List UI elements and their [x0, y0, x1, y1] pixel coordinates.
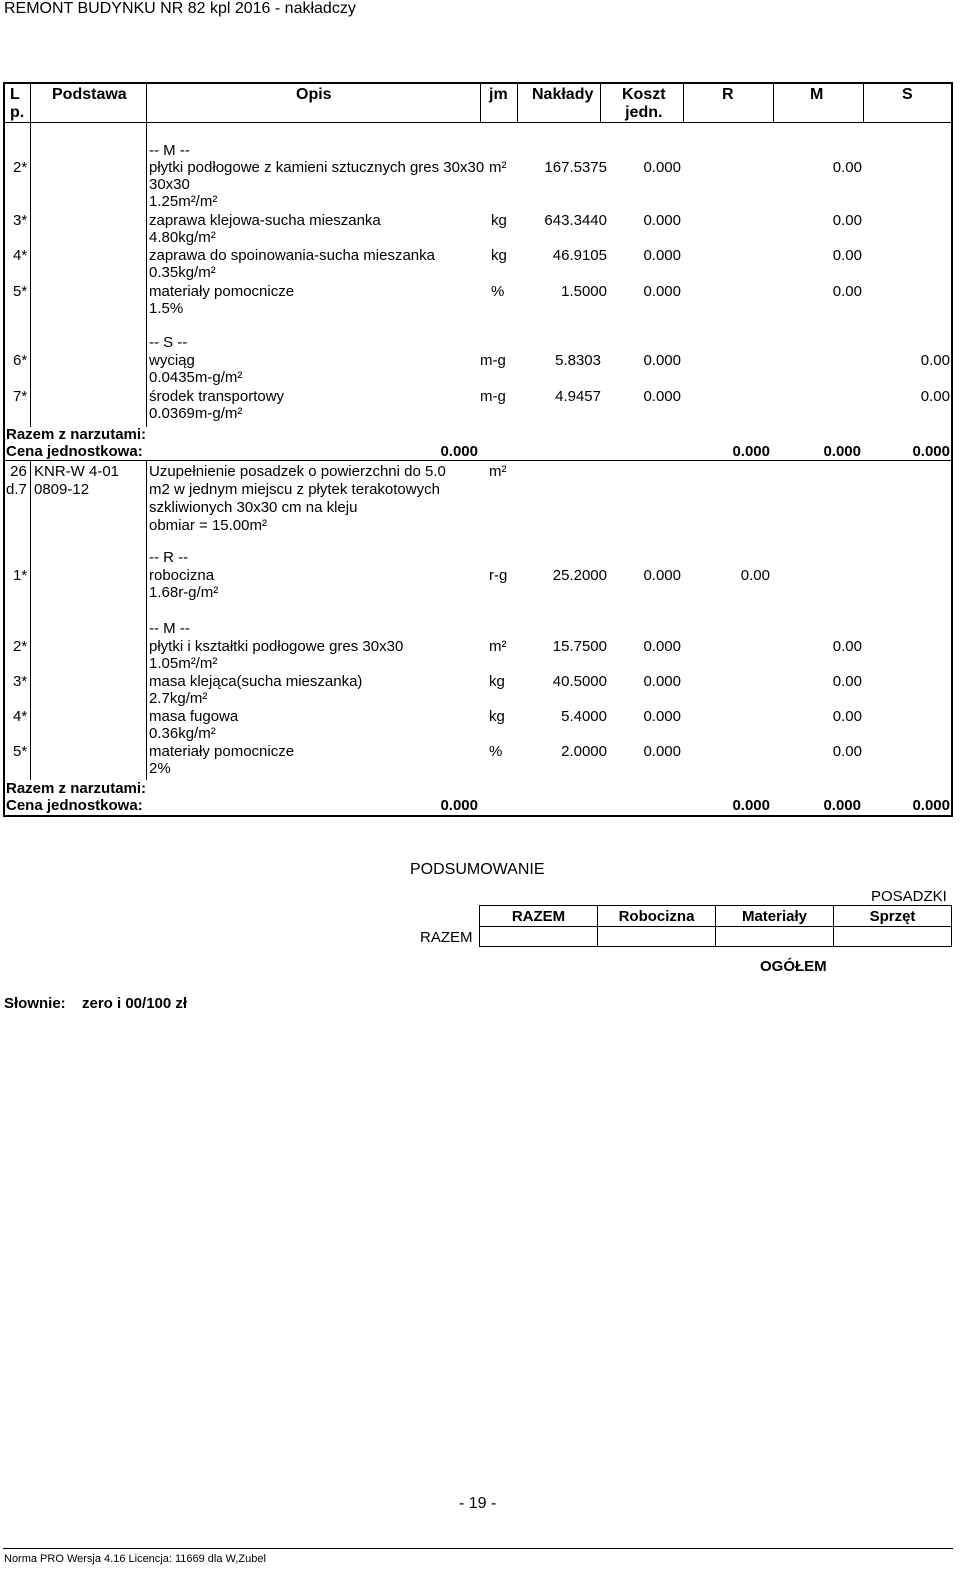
table-right-border [951, 82, 953, 817]
row-koszt: 0.000 [643, 283, 681, 300]
position-description-line: obmiar = 15.00m² [149, 517, 267, 534]
row-description-cont: 30x30 [149, 176, 190, 193]
row-naklady: 15.7500 [552, 638, 607, 655]
row-naklady: 2.0000 [561, 743, 607, 760]
row-jm: kg [491, 212, 507, 229]
row-norm: 1.68r-g/m² [149, 584, 219, 601]
row-koszt: 0.000 [643, 388, 681, 405]
cena-jednostkowa: Cena jednostkowa: [6, 443, 143, 460]
row-koszt: 0.000 [643, 673, 681, 690]
summary-title: PODSUMOWANIE [410, 861, 545, 878]
header-podstawa: Podstawa [52, 86, 127, 103]
col-divider [146, 122, 147, 427]
page-title: REMONT BUDYNKU NR 82 kpl 2016 - nakładczy [4, 0, 356, 17]
row-koszt: 0.000 [643, 352, 681, 369]
row-norm: 4.80kg/m² [149, 229, 216, 246]
summary-row-label: RAZEM [420, 929, 473, 946]
position-description-line: szkliwionych 30x30 cm na kleju [149, 499, 358, 516]
row-koszt: 0.000 [643, 708, 681, 725]
cena-m: 0.000 [823, 797, 861, 814]
row-description: materiały pomocnicze [149, 743, 295, 760]
header-s: S [902, 86, 913, 103]
row-number: 3* [13, 212, 28, 229]
row-koszt: 0.000 [643, 743, 681, 760]
row-number: 5* [13, 743, 28, 760]
header-m: M [810, 86, 824, 103]
position-number: 26 d.7 [6, 463, 27, 498]
row-jm: r-g [489, 567, 508, 584]
cena-value: 0.000 [440, 443, 478, 460]
row-value: 0.00 [832, 708, 862, 725]
table-bottom-border [3, 815, 953, 817]
row-naklady: 40.5000 [552, 673, 607, 690]
row-norm: 1.5% [149, 300, 184, 317]
section-heading-m: -- M -- [149, 142, 190, 159]
row-description: masa fugowa [149, 708, 239, 725]
cena-jednostkowa: Cena jednostkowa: [6, 797, 143, 814]
row-number: 2* [13, 159, 28, 176]
header-lp: L p. [10, 86, 25, 121]
row-value: 0.00 [832, 638, 862, 655]
podstawa: KNR-W 4-01 0809-12 [34, 463, 120, 498]
row-description: robocizna [149, 567, 215, 584]
col-divider [600, 82, 601, 122]
row-jm: m² [489, 638, 507, 655]
row-description: materiały pomocnicze [149, 283, 295, 300]
summary-posadzki: POSADZKI [871, 888, 947, 905]
row-number: 4* [13, 247, 28, 264]
row-value: 0.00 [832, 247, 862, 264]
row-naklady: 5.8303 [555, 352, 601, 369]
row-number: 4* [13, 708, 28, 725]
row-naklady: 1.5000 [561, 283, 607, 300]
col-divider [146, 460, 147, 780]
footer-text: Norma PRO Wersja 4.16 Licencja: 11669 dla W,Zubel [4, 1553, 266, 1565]
row-value: 0.00 [920, 352, 950, 369]
row-norm: 0.0435m-g/m² [149, 369, 243, 386]
row-jm: kg [491, 247, 507, 264]
row-number: 3* [13, 673, 28, 690]
page-number: - 19 - [459, 1495, 497, 1512]
row-norm: 2% [149, 760, 171, 777]
col-divider [480, 82, 481, 122]
row-jm: % [491, 283, 505, 300]
footer-divider [3, 1548, 953, 1549]
slownie-value: zero i 00/100 zł [82, 995, 188, 1012]
row-description: wyciąg [149, 352, 195, 369]
row-koszt: 0.000 [643, 247, 681, 264]
row-koszt: 0.000 [643, 159, 681, 176]
col-divider [517, 82, 518, 122]
header-jm: jm [489, 86, 508, 103]
row-naklady: 46.9105 [552, 247, 607, 264]
col-divider [30, 82, 31, 122]
razem-z-narzutami: Razem z narzutami: [6, 426, 147, 443]
position-description-line: Uzupełnienie posadzek o powierzchni do 5.0 [149, 463, 446, 480]
header-opis: Opis [296, 86, 332, 103]
row-norm: 1.05m²/m² [149, 655, 218, 672]
row-value: 0.00 [832, 743, 862, 760]
row-koszt: 0.000 [643, 567, 681, 584]
row-jm: kg [489, 708, 505, 725]
row-jm: m-g [480, 388, 506, 405]
row-norm: 2.7kg/m² [149, 690, 208, 707]
cena-r: 0.000 [732, 443, 770, 460]
row-jm: kg [489, 673, 505, 690]
row-description: płytki i kształtki podłogowe gres 30x30 [149, 638, 404, 655]
row-norm: 0.0369m-g/m² [149, 405, 243, 422]
header-koszt: Koszt jedn. [622, 86, 666, 121]
row-number: 1* [13, 567, 28, 584]
summary-col-razem: RAZEM [511, 908, 566, 925]
row-value: 0.00 [832, 159, 862, 176]
col-divider [146, 82, 147, 122]
summary-col-sprzet: Sprzęt [869, 908, 916, 925]
row-description: środek transportowy [149, 388, 285, 405]
row-description: płytki podłogowe z kamieni sztucznych gres 30x30 [149, 159, 485, 176]
row-value: 0.00 [832, 283, 862, 300]
col-divider [863, 82, 864, 122]
summary-ogolem: OGÓŁEM [760, 958, 827, 975]
row-description: zaprawa do spoinowania-sucha mieszanka [149, 247, 435, 264]
col-divider [773, 82, 774, 122]
row-number: 5* [13, 283, 28, 300]
row-divider [3, 460, 953, 461]
summary-col-materialy: Materiały [741, 908, 808, 925]
row-norm: 1.25m²/m² [149, 193, 218, 210]
slownie-label: Słownie: [4, 995, 66, 1012]
cena-m: 0.000 [823, 443, 861, 460]
summary-divider [951, 905, 952, 947]
row-jm: m-g [480, 352, 506, 369]
row-number: 7* [13, 388, 28, 405]
cena-value: 0.000 [440, 797, 478, 814]
row-naklady: 4.9457 [555, 388, 601, 405]
row-norm: 0.36kg/m² [149, 725, 216, 742]
row-description: masa klejąca(sucha mieszanka) [149, 673, 363, 690]
row-jm: % [489, 743, 503, 760]
col-divider [683, 82, 684, 122]
section-heading-m: -- M -- [149, 620, 190, 637]
position-description-line: m2 w jednym miejscu z płytek terakotowych [149, 481, 440, 498]
col-divider [30, 460, 31, 780]
header-r: R [722, 86, 734, 103]
section-heading-s: -- S -- [149, 334, 188, 351]
row-value: 0.00 [740, 567, 770, 584]
row-naklady: 5.4000 [561, 708, 607, 725]
position-jm: m² [489, 463, 507, 480]
section-heading-r: -- R -- [149, 549, 189, 566]
row-value: 0.00 [832, 212, 862, 229]
summary-col-robocizna: Robocizna [618, 908, 695, 925]
row-naklady: 25.2000 [552, 567, 607, 584]
row-number: 2* [13, 638, 28, 655]
cena-s: 0.000 [912, 797, 950, 814]
row-naklady: 643.3440 [544, 212, 607, 229]
table-left-border [3, 82, 5, 817]
row-naklady: 167.5375 [544, 159, 607, 176]
row-number: 6* [13, 352, 28, 369]
row-jm: m² [489, 159, 507, 176]
row-norm: 0.35kg/m² [149, 264, 216, 281]
row-koszt: 0.000 [643, 638, 681, 655]
header-naklady: Nakłady [532, 86, 594, 103]
row-description: zaprawa klejowa-sucha mieszanka [149, 212, 381, 229]
cena-r: 0.000 [732, 797, 770, 814]
row-value: 0.00 [832, 673, 862, 690]
cena-s: 0.000 [912, 443, 950, 460]
col-divider [30, 122, 31, 427]
row-koszt: 0.000 [643, 212, 681, 229]
row-value: 0.00 [920, 388, 950, 405]
razem-z-narzutami: Razem z narzutami: [6, 780, 147, 797]
